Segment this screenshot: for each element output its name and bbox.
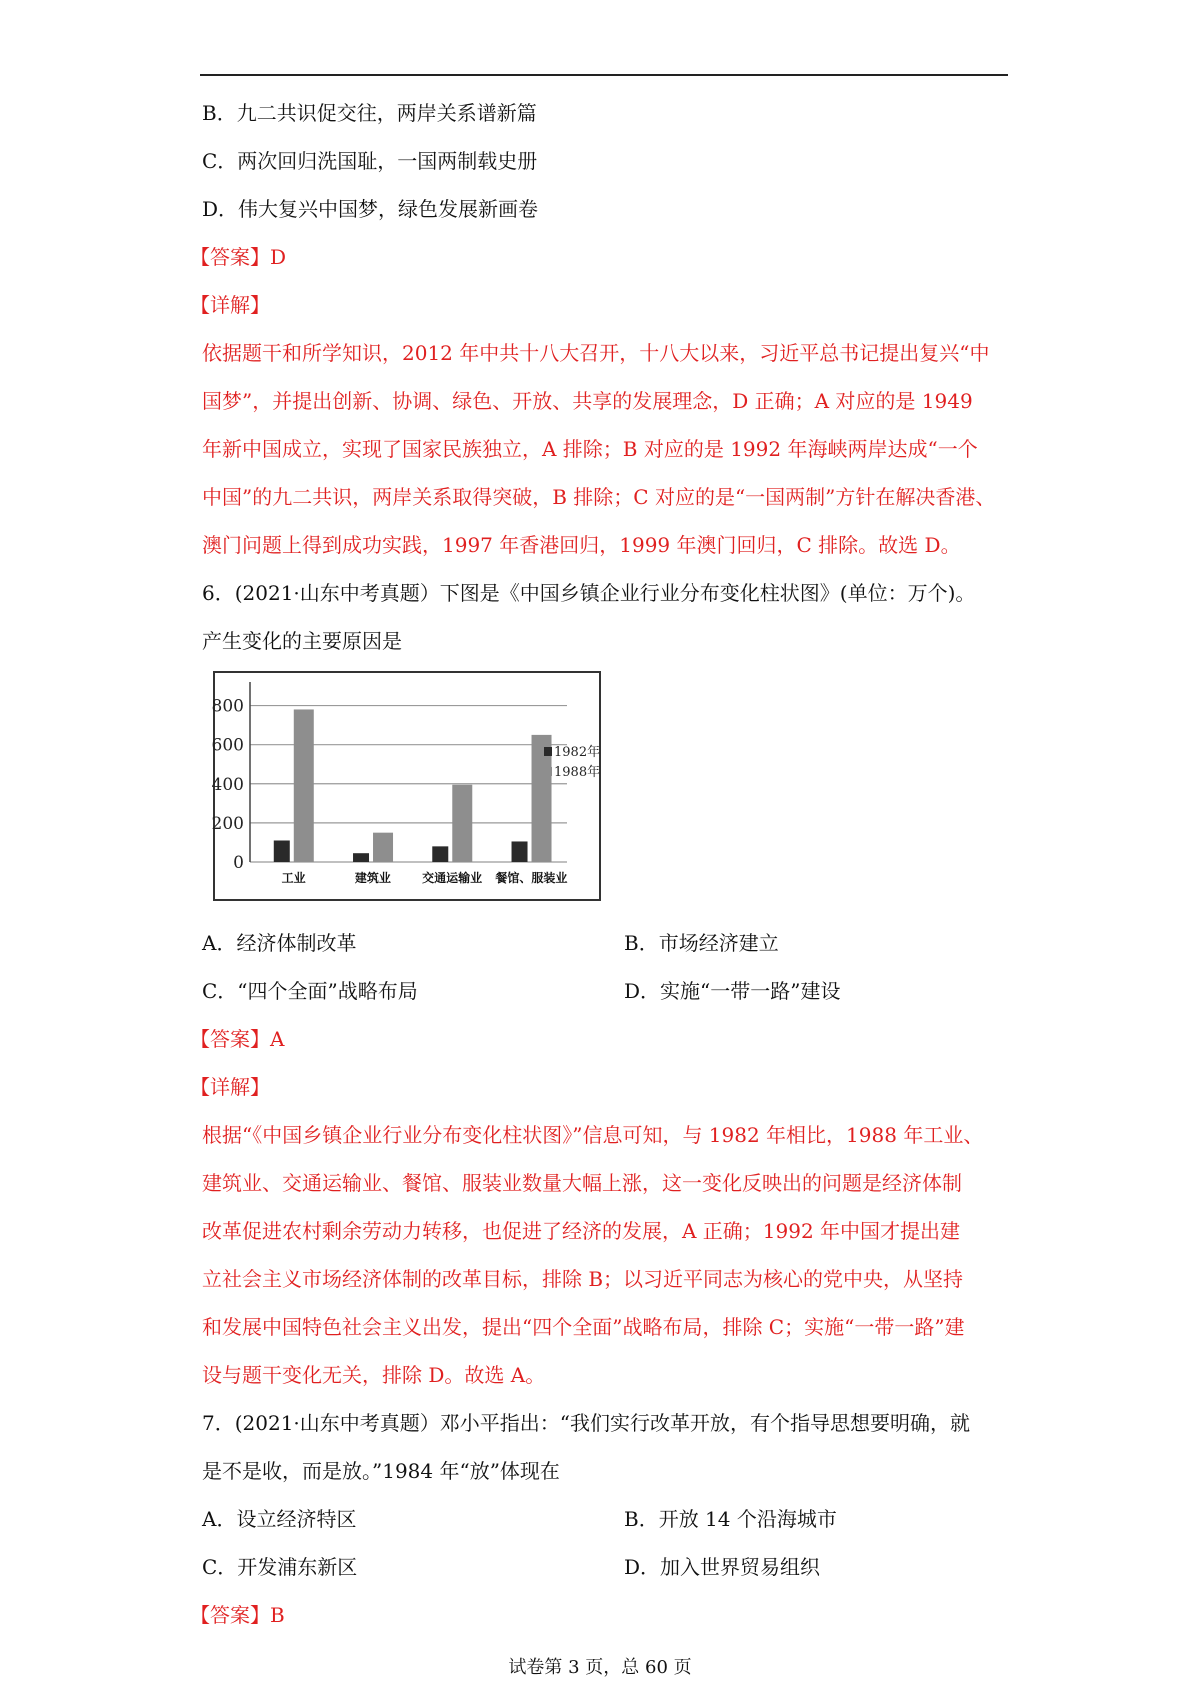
q6-option-c: C．“四个全面”战略布局: [202, 979, 418, 1003]
q6-explain-line: 设与题干变化无关，排除 D。故选 A。: [202, 1363, 546, 1387]
q6-explain-line: 改革促进农村剩余劳动力转移，也促进了经济的发展，A 正确；1992 年中国才提出建: [202, 1219, 961, 1243]
q6-option-a: A．经济体制改革: [202, 931, 357, 955]
y-tick-label: 200: [212, 813, 244, 834]
q6-option-b: B．市场经济建立: [624, 931, 779, 955]
q7-option-d: D．加入世界贸易组织: [624, 1555, 821, 1579]
q6-stem-line: 6．(2021·山东中考真题）下图是《中国乡镇企业行业分布变化柱状图》(单位：万个)。: [202, 581, 976, 605]
q5-option-d: D．伟大复兴中国梦，绿色发展新画卷: [202, 197, 539, 221]
q5-explain-line: 中国”的九二共识，两岸关系取得突破，B 排除；C 对应的是“一国两制”方针在解决香港、: [202, 485, 996, 509]
q5-explain-line: 澳门问题上得到成功实践，1997 年香港回归，1999 年澳门回归，C 排除。故选 D。: [202, 533, 961, 557]
q6-option-d: D．实施“一带一路”建设: [624, 979, 841, 1003]
x-category-label: 交通运输业: [422, 871, 483, 885]
header-rule: [200, 74, 1008, 76]
legend-swatch: [544, 767, 552, 776]
bar-chart: [212, 670, 602, 902]
bar-chart-svg: [212, 670, 602, 902]
bar-1988: [373, 833, 393, 862]
bar-1982: [512, 841, 528, 862]
bar-1982: [353, 853, 369, 862]
y-tick-label: 800: [212, 696, 244, 717]
bar-1988: [294, 709, 314, 862]
q7-answer: 【答案】B: [190, 1603, 285, 1627]
q6-explain-line: 建筑业、交通运输业、餐馆、服装业数量大幅上涨，这一变化反映出的问题是经济体制: [202, 1171, 962, 1195]
q6-detail-label: 【详解】: [190, 1075, 270, 1099]
q5-detail-label: 【详解】: [190, 293, 270, 317]
q6-answer: 【答案】A: [190, 1027, 285, 1051]
y-tick-label: 400: [212, 774, 244, 795]
y-tick-label: 0: [233, 853, 244, 873]
q5-explain-line: 年新中国成立，实现了国家民族独立，A 排除；B 对应的是 1992 年海峡两岸达成“一个: [202, 437, 978, 461]
page-footer: 试卷第 3 页，总 60 页: [508, 1657, 692, 1678]
q7-option-b: B．开放 14 个沿海城市: [624, 1507, 837, 1531]
q6-explain-line: 根据“《中国乡镇企业行业分布变化柱状图》”信息可知，与 1982 年相比，1988 年工业、: [202, 1123, 984, 1147]
q5-explain-line: 国梦”，并提出创新、协调、绿色、开放、共享的发展理念，D 正确；A 对应的是 1949: [202, 389, 973, 413]
bar-1982: [432, 846, 448, 862]
x-category-label: 工业: [281, 871, 306, 885]
q5-option-b: B．九二共识促交往，两岸关系谱新篇: [202, 101, 537, 125]
q7-option-a: A．设立经济特区: [202, 1507, 357, 1531]
q6-explain-line: 立社会主义市场经济体制的改革目标，排除 B；以习近平同志为核心的党中央，从坚持: [202, 1267, 964, 1291]
q5-explain-line: 依据题干和所学知识，2012 年中共十八大召开，十八大以来，习近平总书记提出复兴“中: [202, 341, 990, 365]
bar-1982: [274, 840, 290, 862]
x-category-label: 建筑业: [354, 871, 391, 885]
q7-stem-line: 是不是收，而是放。”1984 年“放”体现在: [202, 1459, 560, 1483]
q6-stem-line: 产生变化的主要原因是: [202, 629, 402, 653]
q5-answer: 【答案】D: [190, 245, 287, 269]
legend-label: 1988年: [554, 765, 601, 780]
x-category-label: 餐馆、服装业: [495, 871, 568, 885]
q5-option-c: C．两次回归洗国耻，一国两制载史册: [202, 149, 538, 173]
y-tick-label: 600: [212, 735, 244, 756]
bar-1988: [452, 785, 472, 862]
legend-swatch: [544, 747, 552, 756]
q6-explain-line: 和发展中国特色社会主义出发，提出“四个全面”战略布局，排除 C；实施“一带一路”建: [202, 1315, 965, 1339]
legend-label: 1982年: [554, 745, 601, 760]
q7-stem-line: 7．(2021·山东中考真题）邓小平指出：“我们实行改革开放，有个指导思想要明确，就: [202, 1411, 971, 1435]
q7-option-c: C．开发浦东新区: [202, 1555, 358, 1579]
